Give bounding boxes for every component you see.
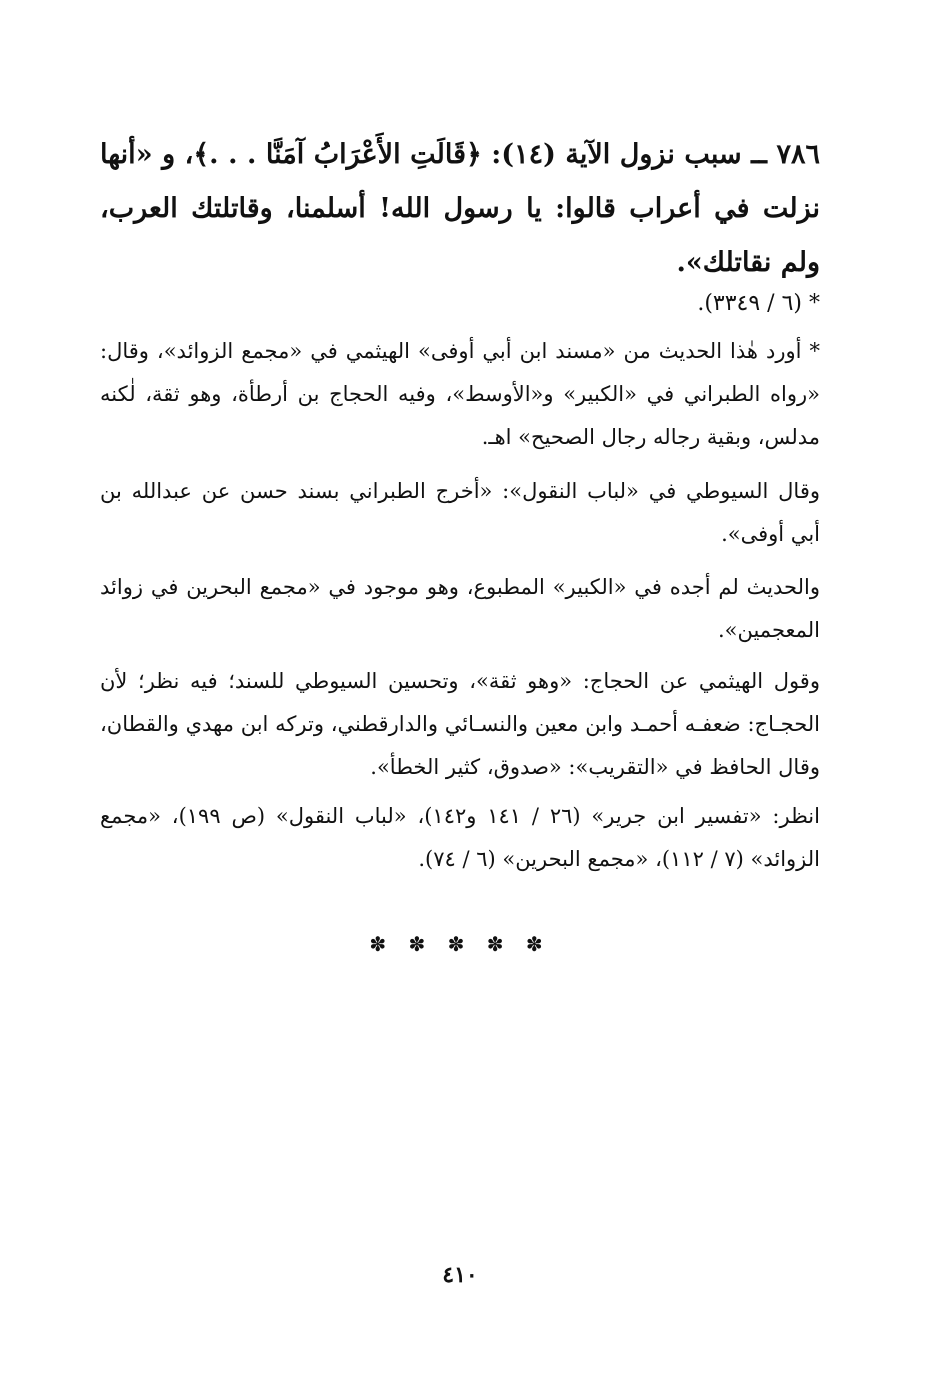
- hadith-heading: ٧٨٦ ــ سبب نزول الآية (١٤): ﴿قَالَتِ الأَعْرَابُ آمَنَّا . . .﴾، و «أنها نزلت في أعراب قالوا: يا رسول الله! أسلمنا، وقاتلتك العرب، ولم نقاتلك».: [100, 139, 821, 278]
- paragraph-4: وقول الهيثمي عن الحجاج: «وهو ثقة»، وتحسين السيوطي للسند؛ فيه نظر؛ لأن الحجـاج: ضعفـه أحمـد وابن معين والنسـائي والدارقطني، وتركه ابن مهدي والقطان، وقال الحافظ في «التقريب»: «صدوق، كثير الخطأ».: [100, 669, 820, 779]
- paragraph-1: * أورد هٰذا الحديث من «مسند ابن أبي أوفى» الهيثمي في «مجمع الزوائد»، وقال: «رواه الطبراني في «الكبير» و«الأوسط»، وفيه الحجاج بن أرطأة، وهو ثقة، لٰكنه مدلس، وبقية رجاله رجال الصحيح» اهـ.: [100, 339, 820, 449]
- section-separator: ✽ ✽ ✽ ✽ ✽: [369, 932, 551, 956]
- page-number: ٤١٠: [442, 1262, 478, 1288]
- paragraph-5: انظر: «تفسير ابن جرير» (٢٦ / ١٤١ و١٤٢)، «لباب النقول» (ص ١٩٩)، «مجمع الزوائد» (٧ / ١١٢)، «مجمع البحرين» (٦ / ٧٤).: [100, 804, 820, 871]
- source-reference: * (٦ / ٣٣٤٩).: [697, 291, 820, 316]
- paragraph-2: وقال السيوطي في «لباب النقول»: «أخرج الطبراني بسند حسن عن عبدالله بن أبي أوفى».: [100, 479, 820, 546]
- paragraph-3: والحديث لم أجده في «الكبير» المطبوع، وهو موجود في «مجمع البحرين في زوائد المعجمين».: [100, 575, 820, 642]
- book-page: [100, 0, 820, 1396]
